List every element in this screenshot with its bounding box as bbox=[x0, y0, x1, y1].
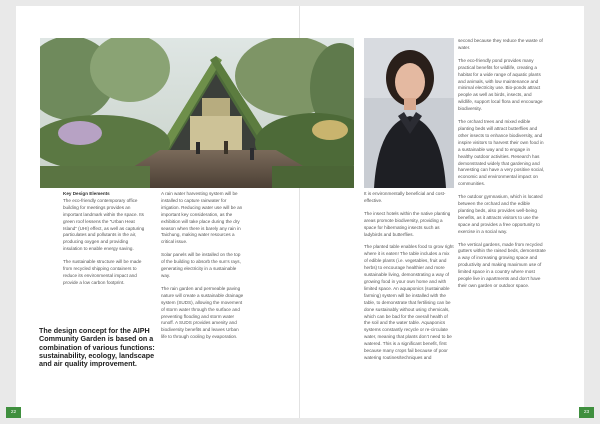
col2-paragraph-3: The rain garden and permeable paving nature will create a sustainable drainage system (SUDS), allowing the movement of storm water through the surface and preventing flooding and storm water runoff. A SUDS provides amenity and biodiversity benefits and leaves Urban life to through cooling by evaporation. bbox=[161, 285, 244, 340]
col2-paragraph-2: Solar panels will be installed on the top of the building to absorb the sun’s rays, generating electricity in a sustainable way. bbox=[161, 252, 241, 278]
col3-paragraph-1: It is environmentally beneficial and cost-effective. bbox=[364, 191, 446, 203]
col3-paragraph-3: The planted table enables food to grow right where it is eaten! The table includes a mix of edible plants (i.e. vegetables, fruit and herbs) to encourage healthier and more sustainable living, demonstrating a way of growing food in your own home and with limited space. An aquaponics (sustainable farming) system will be installed with the table, to demonstrate that fertilising can be done sustainably without using chemicals, which can be bad for the overall health of the soil and the water table. Aquaponics systems constantly recycle or re-circulate water, meaning that plants don’t need to be watered. This is a significant benefit, first because many crops fail because of poor watering routines/techniques and bbox=[364, 244, 454, 360]
col4-paragraph-3: The orchard trees and mixed edible planting beds will attract butterflies and other insects to enhance biodiversity, and inspire visitors to harvest their own food in a sustainable way and to engage in healthy outdoor activities. Research has demonstrated widely that gardening and harvesting can have a very positive social, economic and environmental impact on communities. bbox=[458, 119, 545, 187]
col4-paragraph-5: The vertical gardens, made from recycled gutters within the raised beds, demonstrate a way of increasing growing space and productivity and making maximum use of limited space in a country where most people live in apartments and don’t have their own garden or outdoor space. bbox=[458, 241, 546, 288]
section-heading: Key Design Elements bbox=[63, 191, 110, 196]
col4-paragraph-2: The eco-friendly pond provides many practical benefits for wildlife, creating a habitat for a wide range of aquatic plants and animals, with low maintenance and minimal electricity use. Bio-ponds attract people as well as birds, insects, and wildlife, support local flora and encourage biodiversity. bbox=[458, 57, 543, 112]
page-number-left: 22 bbox=[6, 407, 21, 418]
col3-paragraph-2: The insect hotels within the native planting areas promote biodiversity, providing a space for hibernating insects such as ladybirds and butterflies. bbox=[364, 210, 451, 237]
col1-paragraph-1: The eco-friendly contemporary office building for meetings provides an important landmark within the space. Its green roof lessens the “Urban Heat Island” (UHI) effect, as well as capturing particulates and pollutants in the air, producing oxygen and providing insulation to enable energy saving. bbox=[63, 197, 145, 252]
page-number-right: 23 bbox=[579, 407, 594, 418]
column-1 bbox=[63, 191, 147, 293]
garden-pavilion-rendering bbox=[40, 38, 354, 188]
col4-paragraph-4: The outdoor gymnasium, which is located between the orchard and the edible planting beds, also provides well-being benefits, as it attracts visitors to use the space and provides a free opportunity to exercise in a social way. bbox=[458, 194, 543, 234]
column-3 bbox=[364, 191, 454, 368]
column-2 bbox=[161, 191, 245, 347]
portrait-photo bbox=[364, 38, 454, 188]
col1-paragraph-2: The sustainable structure will be made from recycled shipping containers to reduce its environmental impact and provide a low carbon footprint. bbox=[63, 259, 142, 285]
pull-quote: The design concept for the AIPH Community Garden is based on a combination of various functions: sustainability, ecology, landscape and air quality improvement. bbox=[39, 326, 155, 369]
column-4 bbox=[458, 38, 546, 296]
col4-paragraph-1: second because they reduce the waste of water. bbox=[458, 38, 543, 50]
col2-paragraph-1: A rain water harvesting system will be installed to capture rainwater for irrigation. Reducing water use will be an important key consideration, as the exhibition will take place during the dry season when there is barely any rain in Taichung, making water resources a critical issue. bbox=[161, 191, 243, 245]
